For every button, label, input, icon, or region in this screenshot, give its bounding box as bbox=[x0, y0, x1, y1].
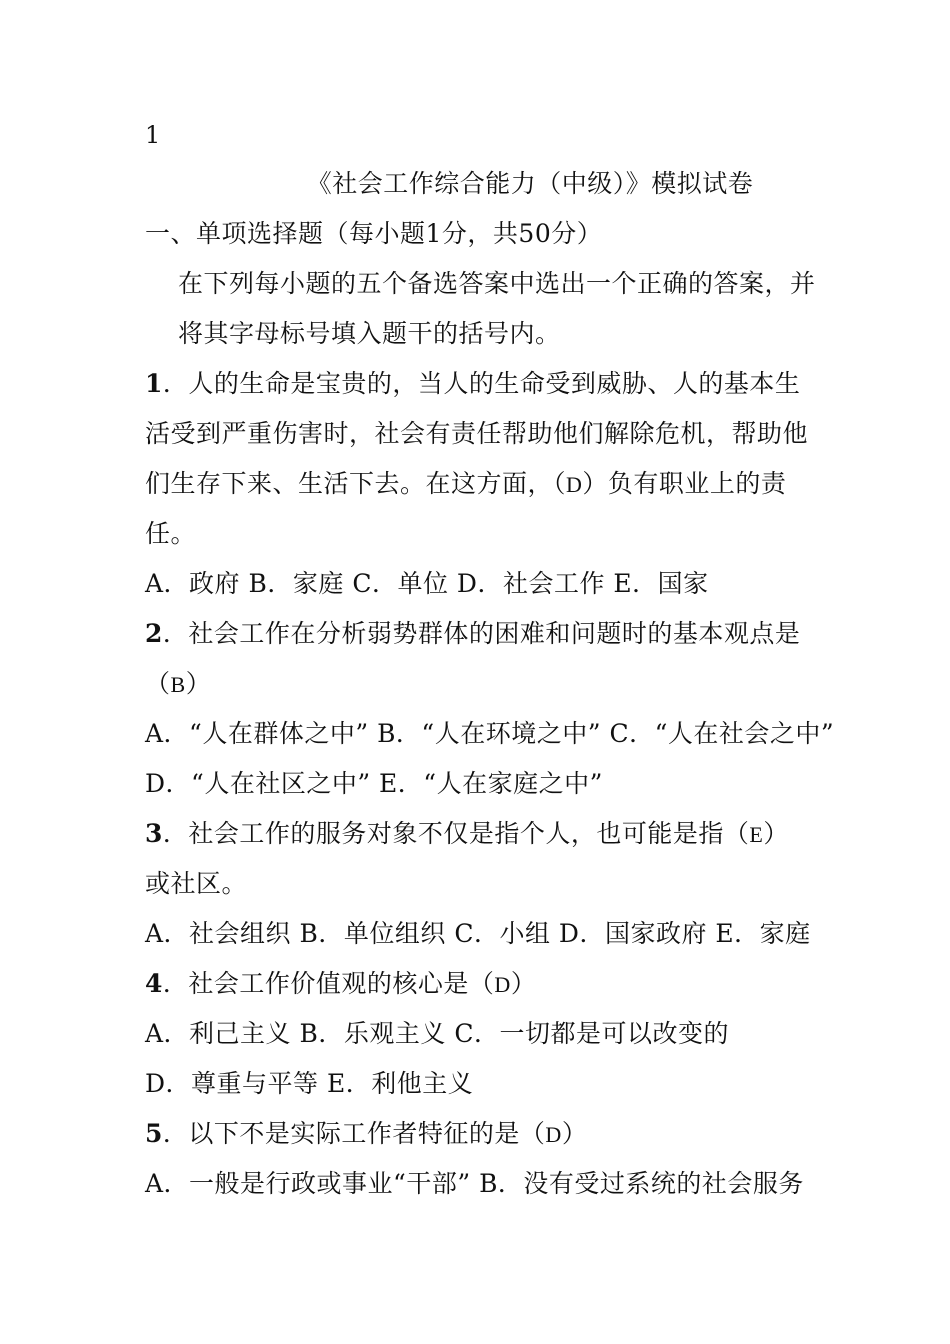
question-number: 4 bbox=[145, 969, 163, 998]
answer-mark: D bbox=[566, 472, 583, 497]
question-number: 3 bbox=[145, 819, 163, 848]
question-1-line-2: 活受到严重伤害时，社会有责任帮助他们解除危机，帮助他 bbox=[145, 419, 809, 448]
question-number: 2 bbox=[145, 619, 163, 648]
question-2-line-2: （B） bbox=[145, 669, 212, 698]
question-5-line-1: 5．以下不是实际工作者特征的是（D） bbox=[145, 1119, 588, 1148]
page-number: 1 bbox=[145, 121, 161, 149]
question-4-options-1: A．利己主义 B．乐观主义 C．一切都是可以改变的 bbox=[145, 1019, 729, 1048]
question-1-line-4: 任。 bbox=[145, 519, 197, 548]
question-1-line-1: 1．人的生命是宝贵的，当人的生命受到威胁、人的基本生 bbox=[145, 369, 801, 398]
question-3-line-1: 3．社会工作的服务对象不仅是指个人，也可能是指（E） bbox=[145, 819, 789, 848]
answer-mark: D bbox=[494, 972, 511, 997]
section-heading: 一、单项选择题（每小题1分，共50分） bbox=[145, 219, 603, 248]
answer-mark: B bbox=[170, 672, 186, 697]
question-3-options: A．社会组织 B．单位组织 C．小组 D．国家政府 E．家庭 bbox=[145, 919, 811, 948]
answer-mark: E bbox=[749, 822, 764, 847]
question-5-options-1: A．一般是行政或事业“干部” B．没有受过系统的社会服务 bbox=[145, 1169, 804, 1198]
question-2-options-2: D．“人在社区之中” E．“人在家庭之中” bbox=[145, 769, 603, 798]
question-1-line-3: 们生存下来、生活下去。在这方面，（D）负有职业上的责 bbox=[145, 469, 787, 498]
question-4-line-1: 4．社会工作价值观的核心是（D） bbox=[145, 969, 537, 998]
instruction-line-2: 将其字母标号填入题干的括号内。 bbox=[178, 319, 561, 348]
question-2-options-1: A．“人在群体之中” B．“人在环境之中” C．“人在社会之中” bbox=[145, 719, 835, 748]
question-number: 5 bbox=[145, 1119, 163, 1148]
question-1-options: A．政府 B．家庭 C．单位 D．社会工作 E．国家 bbox=[145, 569, 709, 598]
instruction-line-1: 在下列每小题的五个备选答案中选出一个正确的答案，并 bbox=[178, 269, 816, 298]
question-number: 1 bbox=[145, 369, 163, 398]
page-title: 《社会工作综合能力（中级）》模拟试卷 bbox=[306, 169, 754, 198]
question-3-line-2: 或社区。 bbox=[145, 869, 248, 898]
question-2-line-1: 2．社会工作在分析弱势群体的困难和问题时的基本观点是 bbox=[145, 619, 801, 648]
answer-mark: D bbox=[545, 1122, 562, 1147]
question-4-options-2: D．尊重与平等 E．利他主义 bbox=[145, 1069, 474, 1098]
